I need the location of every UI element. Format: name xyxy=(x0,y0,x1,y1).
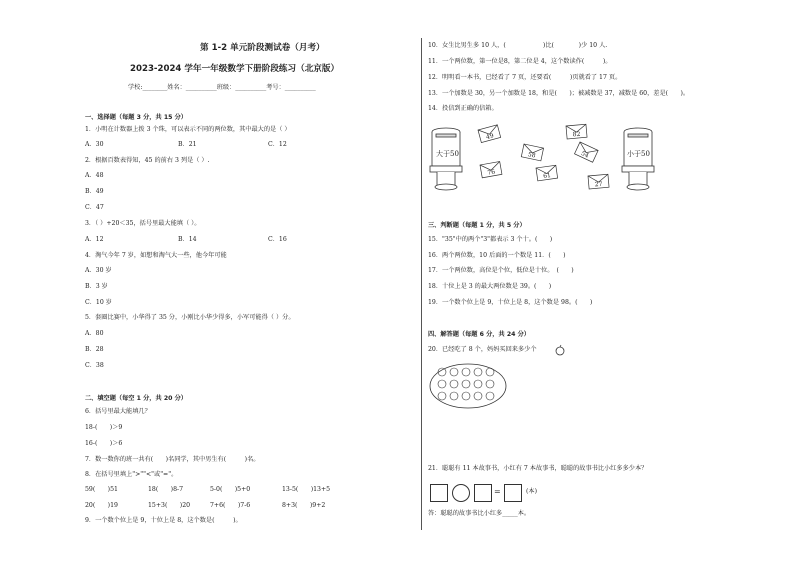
question-21: 21．聪聪有 11 本故事书，小红有 7 本故事书，聪聪的故事书比小红多多少本？ xyxy=(428,465,648,472)
apple-icon xyxy=(474,368,482,376)
q4-option-c: C．10 岁 xyxy=(85,299,112,306)
question-8: 8．在括号里填上">""<"或"="。 xyxy=(85,471,178,478)
answer-box[interactable] xyxy=(430,484,448,502)
question-1: 1．小明在计数器上拨 3 个珠，可以表示不同的两位数，其中最大的是（ ） xyxy=(85,126,291,133)
mailbox-illustration xyxy=(428,118,668,198)
svg-text:49: 49 xyxy=(485,132,495,142)
mailbox-right-label: 小于50 xyxy=(627,150,650,158)
question-18: 18．十位上是 3 的最大两位数是 39。( ) xyxy=(428,283,552,290)
apple-icon xyxy=(486,392,494,400)
answer-box[interactable] xyxy=(474,484,492,502)
mailbox-left xyxy=(430,128,462,190)
svg-text:58: 58 xyxy=(527,151,537,160)
q8-item: 7+6( )7-6 xyxy=(210,502,251,509)
envelope xyxy=(480,162,502,178)
apple-icon xyxy=(474,380,482,388)
question-19: 19．一个数个位上是 9，十位上是 8，这个数是 98。( ) xyxy=(428,299,593,306)
apple-icon xyxy=(486,380,494,388)
section-fill-heading: 二、填空题（每空 1 分，共 20 分） xyxy=(85,395,187,402)
envelope xyxy=(536,165,558,181)
question-6: 6．括号里最大能填几？ xyxy=(85,408,151,415)
envelope xyxy=(478,125,501,143)
question-3: 3．（ ）+20＜35，括号里最大能填（ ）。 xyxy=(85,220,201,227)
svg-text:61: 61 xyxy=(542,172,552,181)
question-16: 16．两个两位数，10 后面的一个数是 11．( ) xyxy=(428,252,566,259)
q8-item: 20( )19 xyxy=(85,502,118,509)
q5-option-b: B．28 xyxy=(85,346,104,353)
q1-option-c: C．12 xyxy=(268,141,287,148)
q8-item: 18( )8-7 xyxy=(148,486,184,493)
q1-option-a: A．30 xyxy=(85,141,104,148)
q2-option-c: C．47 xyxy=(85,204,104,211)
answer-box[interactable] xyxy=(504,484,522,502)
q2-option-b: B．49 xyxy=(85,188,104,195)
question-5: 5．套圈比赛中，小华得了 35 分，小刚比小华少得多，小军可能得（ ）分。 xyxy=(85,314,295,321)
q8-item: 8+3( )9+2 xyxy=(282,502,326,509)
svg-text:27: 27 xyxy=(594,180,603,189)
question-14: 14．投信到正确的信箱。 xyxy=(428,105,498,112)
section-solve-heading: 四、解答题（每题 6 分，共 24 分） xyxy=(428,331,530,338)
mailbox-right xyxy=(622,128,654,190)
apple-icon xyxy=(462,380,470,388)
apple-icon xyxy=(554,344,566,356)
student-info-line: 学校:________姓名：__________班级：__________考号：__________ xyxy=(128,84,316,91)
question-10: 10．女生比男生多 10 人，( )比( )少 10 人. xyxy=(428,42,608,49)
q8-item: 5-0( )5+0 xyxy=(210,486,251,493)
envelope xyxy=(521,144,543,161)
apple-icon xyxy=(462,368,470,376)
answer-line: 答：聪聪的故事书比小红多_____本。 xyxy=(428,510,531,517)
question-13: 13．一个加数是 30，另一个加数是 18，和是( )；被减数是 37，减数是 60，差是( )。 xyxy=(428,90,690,97)
exam-subtitle: 2023-2024 学年一年级数学下册阶段练习（北京版） xyxy=(130,64,340,74)
question-4: 4．淘气今年 7 岁，如想和淘气大一些，他今年可能 xyxy=(85,252,227,259)
q8-item: 15+3( )20 xyxy=(148,502,191,509)
exam-title: 第 1-2 单元阶段测试卷（月考） xyxy=(200,43,325,53)
apple-icon xyxy=(450,392,458,400)
unit-label: (本) xyxy=(526,488,538,495)
section-choice-heading: 一、选择题（每题 3 分，共 15 分） xyxy=(85,114,187,121)
apple-icon xyxy=(474,392,482,400)
q8-item: 59( )51 xyxy=(85,486,118,493)
svg-text:54: 54 xyxy=(579,149,590,160)
q1-option-b: B．21 xyxy=(178,141,197,148)
q3-option-b: B．14 xyxy=(178,236,197,243)
envelope xyxy=(575,142,599,162)
question-9: 9．一个数个位上是 9，十位上是 8，这个数是( )。 xyxy=(85,517,242,524)
svg-text:76: 76 xyxy=(486,168,496,177)
svg-text:82: 82 xyxy=(572,130,581,139)
apple-icon xyxy=(438,380,446,388)
question-11: 11．一个两位数，第一位是8，第二位是 4，这个数读作( )。 xyxy=(428,58,612,65)
section-judge-heading: 三、判断题（每题 1 分，共 5 分） xyxy=(428,222,526,229)
column-divider xyxy=(421,38,422,530)
question-7: 7．数一数你的班一共有( )名同学，其中男生有( )名。 xyxy=(85,456,260,463)
apple-icon xyxy=(450,368,458,376)
apple-icon xyxy=(486,368,494,376)
question-17: 17．一个两位数，高位是个位，低位是十位。 ( ) xyxy=(428,267,574,274)
equals-sign: = xyxy=(494,487,501,496)
q3-option-c: C．16 xyxy=(268,236,287,243)
q4-option-a: A．30 岁 xyxy=(85,267,112,274)
question-12: 12．明明看一本书，已经看了 7 页，还要看( )页就看了 17 页。 xyxy=(428,74,622,81)
q6-line-1: 18-( )＞9 xyxy=(85,424,123,431)
q5-option-c: C．38 xyxy=(85,362,104,369)
q4-option-b: B．3 岁 xyxy=(85,283,108,290)
question-20: 20．已经吃了 8 个，妈妈买回来多少个 xyxy=(428,346,537,353)
q8-item: 13-5( )13+5 xyxy=(282,486,331,493)
apple-icon xyxy=(438,392,446,400)
envelope xyxy=(588,174,609,189)
apple-icon xyxy=(462,392,470,400)
apples-oval xyxy=(428,362,508,410)
operator-circle[interactable] xyxy=(452,484,470,502)
question-2: 2．根据百数表得知，45 的前右 3 列是（ ）. xyxy=(85,157,210,164)
mailbox-left-label: 大于50 xyxy=(436,150,459,158)
question-15: 15．"35"中的两个"3"都表示 3 个十。( ) xyxy=(428,236,553,243)
q2-option-a: A．48 xyxy=(85,172,104,179)
apple-icon xyxy=(450,380,458,388)
q5-option-a: A．80 xyxy=(85,330,104,337)
q6-line-2: 16-( )＞6 xyxy=(85,440,123,447)
q3-option-a: A．12 xyxy=(85,236,104,243)
envelope xyxy=(566,124,587,139)
